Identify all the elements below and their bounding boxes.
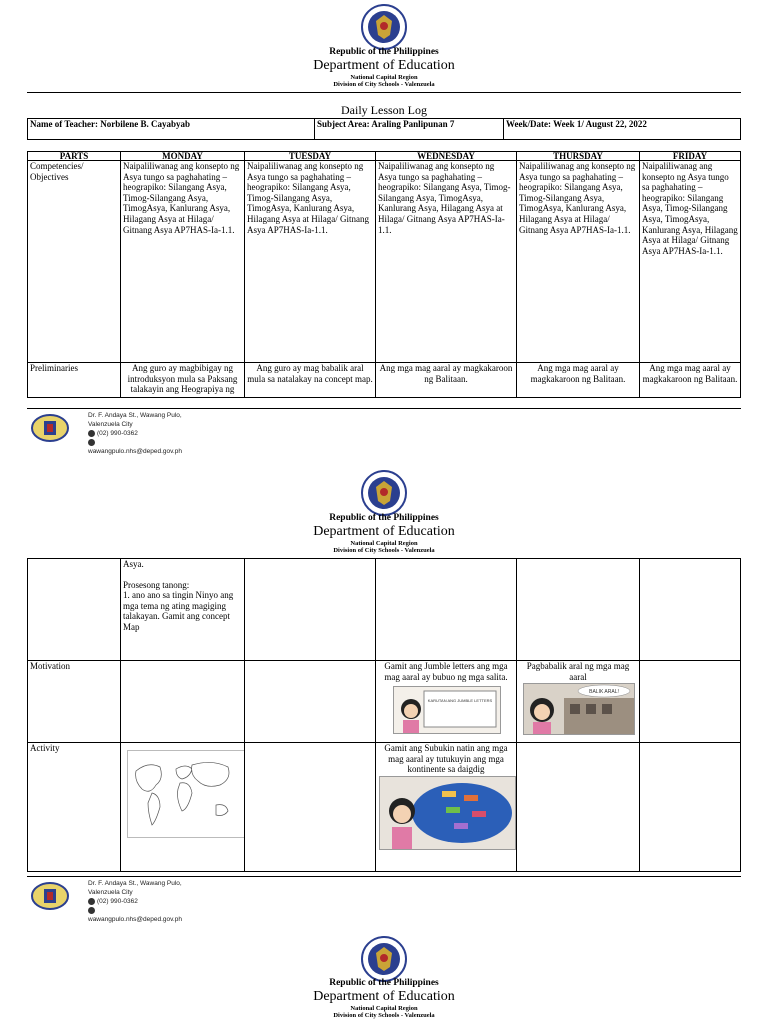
footer-email: wawangpulo.nhs@deped.gov.ph: [88, 447, 182, 455]
teacher-name: Name of Teacher: Norbilene B. Cayabyab: [27, 118, 315, 140]
balik-aral-caption: BALIK ARAL!: [589, 689, 619, 695]
activity-wednesday-text: Gamit ang Subukin natin ang mga mag aaral ay tutukuyin ang mga kontinente sa daigdig: [384, 743, 508, 775]
col-thursday: THURSDAY: [516, 151, 640, 161]
footer-address: Dr. F. Andaya St., Wawang Pulo, Valenzuela City: [88, 880, 182, 896]
objectives-wednesday: Naipaliliwanag ang konsepto ng Asya tungo sa paghahating – heograpiko: Silangang Asya, Timog-Silangang Asya, TimogAsya, Kanlurang Asya, Hilagang Asya at Hilaga/ Gitnang Asya AP7HAS-Ia-1.1.: [375, 160, 517, 363]
region-line: National Capital Region: [350, 540, 418, 548]
activity-tuesday: [244, 742, 376, 872]
email-icon: [88, 439, 95, 446]
department-line: Department of Education: [313, 57, 455, 73]
division-line: Division of City Schools - Valenzuela: [333, 81, 435, 89]
row-label-continued: [27, 559, 121, 661]
activity-friday: [639, 742, 741, 872]
motivation-tuesday: [244, 660, 376, 743]
row-label-activity: Activity: [27, 742, 121, 872]
motivation-thursday-text: Pagbabalik aral ng mga mag aaral: [526, 661, 630, 682]
objectives-thursday: Naipaliliwanag ang konsepto ng Asya tungo sa paghahating – heograpiko: Silangang Asya, Timog-Silangang Asya, TimogAsya, Kanlurang Asya, Hilagang Asya at Hilaga/ Gitnang Asya AP7HAS-Ia-1.1.: [516, 160, 640, 363]
preliminaries-wednesday: Ang mga mag aaral ay magkakaroon ng Balitaan.: [375, 362, 517, 398]
row-label-objectives: Competencies/ Objectives: [27, 160, 121, 363]
region-line: National Capital Region: [350, 1005, 418, 1013]
footer-rule: [27, 876, 741, 877]
footer-phone: (02) 990-0362: [97, 429, 138, 437]
balik-aral-image: [523, 683, 635, 735]
jumble-image-caption: KARUTAN ANG JUMBLE LETTERS: [427, 698, 493, 703]
school-logo: [30, 880, 70, 910]
col-monday: MONDAY: [120, 151, 245, 161]
region-line: National Capital Region: [350, 74, 418, 82]
jumble-letters-image: [393, 686, 501, 734]
footer-rule: [27, 408, 741, 409]
preliminaries-tuesday: Ang guro ay mag babalik aral mula sa natalakay na concept map.: [244, 362, 376, 398]
phone-icon: [88, 430, 95, 437]
row-label-motivation: Motivation: [27, 660, 121, 743]
continued-thursday: [516, 559, 640, 661]
footer-address: Dr. F. Andaya St., Wawang Pulo, Valenzuela City: [88, 412, 182, 428]
col-friday: FRIDAY: [639, 151, 741, 161]
division-line: Division of City Schools - Valenzuela: [333, 547, 435, 555]
continued-monday-line2: Prosesong tanong:: [123, 579, 190, 590]
footer-phone: (02) 990-0362: [97, 897, 138, 905]
continued-wednesday: [375, 559, 517, 661]
department-line: Department of Education: [313, 988, 455, 1004]
log-title: Daily Lesson Log: [341, 103, 427, 117]
objectives-friday: Naipaliliwanag ang konsepto ng Asya tungo sa paghahating – heograpiko: Silangang Asya, Timog-Silangang Asya, TimogAsya, Kanlurang Asya, Hilagang Asya at Hilaga/ Gitnang Asya AP7HAS-Ia-1.1.: [639, 160, 741, 363]
world-map-image: [127, 750, 245, 838]
continents-image: [379, 776, 516, 850]
continued-monday-line1: Asya.: [123, 559, 144, 569]
republic-line: Republic of the Philippines: [329, 513, 439, 523]
col-wednesday: WEDNESDAY: [375, 151, 517, 161]
preliminaries-monday: Ang guro ay magbibigay ng introduksyon mula sa Paksang talakayin ang Heograpiya ng: [120, 362, 245, 398]
page-header: [0, 47, 768, 89]
subject-area: Subject Area: Araling Panlipunan 7: [314, 118, 504, 140]
row-label-preliminaries: Preliminaries: [27, 362, 121, 398]
continued-monday-line3: 1. ano ano sa tingin Ninyo ang mga tema ng ating magiging talakayan. Gamit ang concept Map: [123, 590, 234, 633]
page-header: [0, 978, 768, 1020]
motivation-wednesday-text: Gamit ang Jumble letters ang mga mag aaral ay bubuo ng mga salita.: [384, 661, 508, 682]
deped-seal: [361, 936, 407, 982]
activity-thursday: [516, 742, 640, 872]
deped-seal: [361, 4, 407, 50]
motivation-monday: [120, 660, 245, 743]
continued-monday: [120, 559, 245, 661]
division-line: Division of City Schools - Valenzuela: [333, 1012, 435, 1020]
republic-line: Republic of the Philippines: [329, 978, 439, 988]
col-parts: PARTS: [27, 151, 121, 161]
preliminaries-friday: Ang mga mag aaral ay magkakaroon ng Balitaan.: [639, 362, 741, 398]
objectives-monday: Naipaliliwanag ang konsepto ng Asya tungo sa paghahating – heograpiko: Silangang Asya, Timog-Silangang Asya, TimogAsya, Kanlurang Asya, Hilagang Asya at Hilaga/ Gitnang Asya AP7HAS-Ia-1.1.: [120, 160, 245, 363]
motivation-friday: [639, 660, 741, 743]
republic-line: Republic of the Philippines: [329, 47, 439, 57]
preliminaries-thursday: Ang mga mag aaral ay magkakaroon ng Balitaan.: [516, 362, 640, 398]
header-rule: [27, 92, 741, 93]
page-header: [0, 513, 768, 555]
col-tuesday: TUESDAY: [244, 151, 376, 161]
footer-email: wawangpulo.nhs@deped.gov.ph: [88, 915, 182, 923]
objectives-tuesday: Naipaliliwanag ang konsepto ng Asya tungo sa paghahating – heograpiko: Silangang Asya, Timog-Silangang Asya, TimogAsya, Kanlurang Asya, Hilagang Asya at Hilaga/ Gitnang Asya AP7HAS-Ia-1.1.: [244, 160, 376, 363]
continued-friday: [639, 559, 741, 661]
continued-tuesday: [244, 559, 376, 661]
phone-icon: [88, 898, 95, 905]
deped-seal: [361, 470, 407, 516]
week-date: Week/Date: Week 1/ August 22, 2022: [503, 118, 741, 140]
school-logo: [30, 412, 70, 442]
email-icon: [88, 907, 95, 914]
department-line: Department of Education: [313, 523, 455, 539]
